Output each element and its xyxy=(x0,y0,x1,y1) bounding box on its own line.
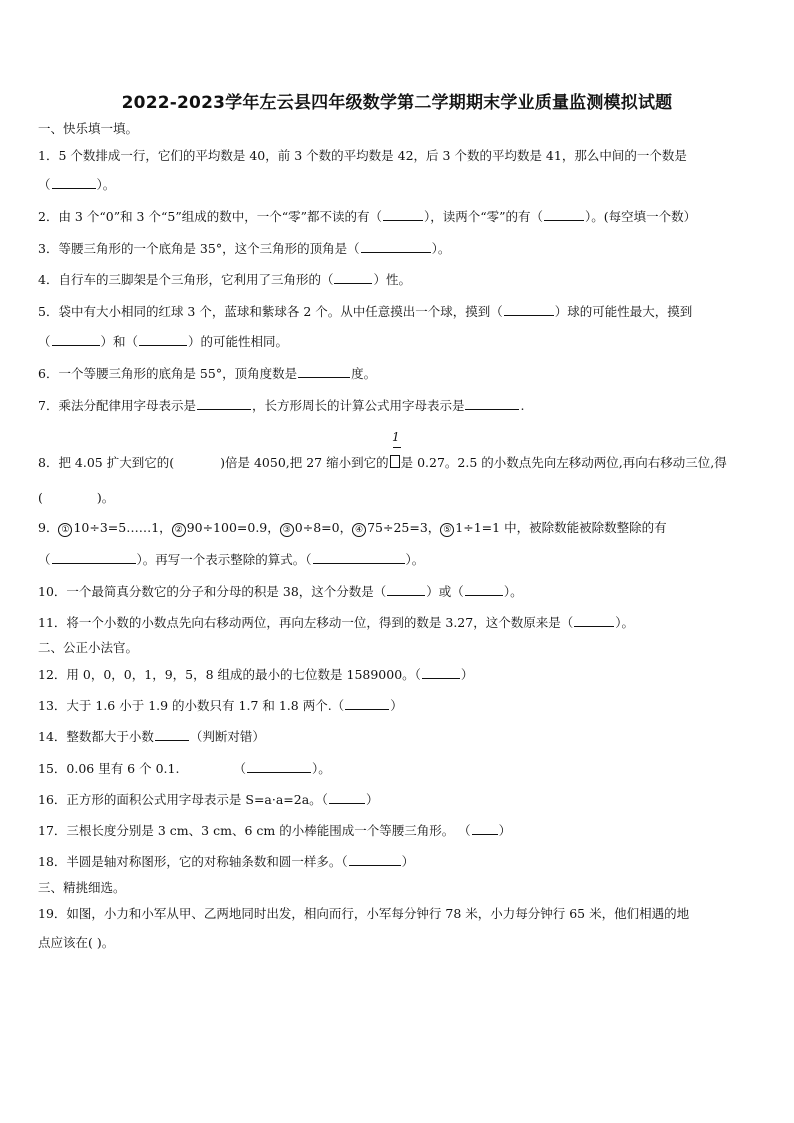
question-5-line-2: （ ）和（ ）的可能性相同。 xyxy=(38,334,289,349)
answer-blank[interactable] xyxy=(334,271,372,284)
answer-blank[interactable] xyxy=(139,333,187,346)
question-3: 3．等腰三角形的一个底角是 35°，这个三角形的顶角是（ ）。 xyxy=(38,241,451,256)
question-6: 6．一个等腰三角形的底角是 55°，顶角度数是 度。 xyxy=(38,366,377,381)
question-9-line-2: （ ）。再写一个表示整除的算式。（ ）。 xyxy=(38,552,425,567)
answer-blank[interactable] xyxy=(349,853,401,866)
question-19-line-1: 19．如图，小力和小军从甲、乙两地同时出发，相向而行，小军每分钟行 78 米，小力每分钟行 65 米，他们相遇的地 xyxy=(38,906,690,921)
question-17: 17．三根长度分别是 3 cm、3 cm、6 cm 的小棒能围成一个等腰三角形。 （ ） xyxy=(38,823,512,838)
fraction-bar xyxy=(393,447,401,448)
fraction-numerator: 1 xyxy=(392,430,400,444)
page-title: 2022-2023学年左云县四年级数学第二学期期末学业质量监测模拟试题 xyxy=(121,93,673,113)
section-heading-2: 二、公正小法官。 xyxy=(38,640,139,655)
answer-blank[interactable] xyxy=(504,303,554,316)
answer-blank[interactable] xyxy=(361,240,431,253)
answer-blank[interactable] xyxy=(329,791,365,804)
circled-number-3: ③ xyxy=(280,523,294,537)
question-13: 13．大于 1.6 小于 1.9 的小数只有 1.7 和 1.8 两个.（ ） xyxy=(38,698,403,713)
section-heading-3: 三、精挑细选。 xyxy=(38,880,126,895)
question-5-line-1: 5．袋中有大小相同的红球 3 个，蓝球和紫球各 2 个。从中任意摸出一个球，摸到（ ）球的可能性最大，摸到 xyxy=(38,304,693,319)
question-14: 14．整数都大于小数 （判断对错） xyxy=(38,729,265,744)
fraction-denominator-box[interactable] xyxy=(390,455,400,468)
answer-blank[interactable] xyxy=(387,583,425,596)
answer-blank[interactable] xyxy=(465,397,519,410)
answer-blank[interactable] xyxy=(52,176,96,189)
answer-blank[interactable] xyxy=(197,397,251,410)
answer-blank[interactable] xyxy=(298,365,350,378)
question-7: 7．乘法分配律用字母表示是 ，长方形周长的计算公式用字母表示是 . xyxy=(38,398,525,413)
circled-number-4: ④ xyxy=(352,523,366,537)
answer-blank[interactable] xyxy=(52,551,136,564)
answer-blank[interactable] xyxy=(574,614,614,627)
question-8-line-1: 8．把 4.05 扩大到它的( )倍是 4050,把 27 缩小到它的 是 0.27。2.5 的小数点先向左移动两位,再向右移动三位,得 xyxy=(38,455,727,470)
question-1-line-2: （ ）。 xyxy=(38,177,116,192)
answer-blank[interactable] xyxy=(345,697,389,710)
answer-blank[interactable] xyxy=(155,728,189,741)
answer-blank[interactable] xyxy=(313,551,405,564)
circled-number-1: ① xyxy=(58,523,72,537)
answer-blank[interactable] xyxy=(465,583,503,596)
circled-number-5: ⑤ xyxy=(440,523,454,537)
question-2: 2．由 3 个“0”和 3 个“5”组成的数中，一个“零”都不读的有（ ），读两个“零”的有（ ）。(每空填一个数） xyxy=(38,209,697,224)
question-8-line-2: ( )。 xyxy=(38,490,115,505)
answer-blank[interactable] xyxy=(422,666,460,679)
section-heading-1: 一、快乐填一填。 xyxy=(38,121,139,136)
answer-blank[interactable] xyxy=(383,208,423,221)
question-4: 4．自行车的三脚架是个三角形，它利用了三角形的（ ）性。 xyxy=(38,272,411,287)
answer-blank[interactable] xyxy=(544,208,584,221)
answer-blank[interactable] xyxy=(52,333,100,346)
circled-number-2: ② xyxy=(172,523,186,537)
question-15: 15．0.06 里有 6 个 0.1. （ ）。 xyxy=(38,761,331,776)
question-11: 11．将一个小数的小数点先向右移动两位，再向左移动一位，得到的数是 3.27，这个数原来是（ ）。 xyxy=(38,615,634,630)
question-16: 16．正方形的面积公式用字母表示是 S=a·a=2a。（ ） xyxy=(38,792,379,807)
question-12: 12．用 0，0，0，1，9，5，8 组成的最小的七位数是 1589000。（ ） xyxy=(38,667,474,682)
answer-blank[interactable] xyxy=(472,822,498,835)
question-9-line-1: 9． ① 10÷3=5……1， ② 90÷100=0.9， ③ 0÷8=0， ④ 75÷25=3， ⑤ 1÷1=1 中，被除数能被除数整除的有 xyxy=(38,520,667,535)
answer-blank[interactable] xyxy=(247,760,311,773)
question-19-line-2: 点应该在( )。 xyxy=(38,935,115,950)
question-1-line-1: 1．5 个数排成一行，它们的平均数是 40，前 3 个数的平均数是 42，后 3 个数的平均数是 41，那么中间的一个数是 xyxy=(38,148,687,163)
question-10: 10．一个最简真分数它的分子和分母的积是 38，这个分数是（ ）或（ ）。 xyxy=(38,584,523,599)
question-18: 18．半圆是轴对称图形，它的对称轴条数和圆一样多。（ ） xyxy=(38,854,415,869)
